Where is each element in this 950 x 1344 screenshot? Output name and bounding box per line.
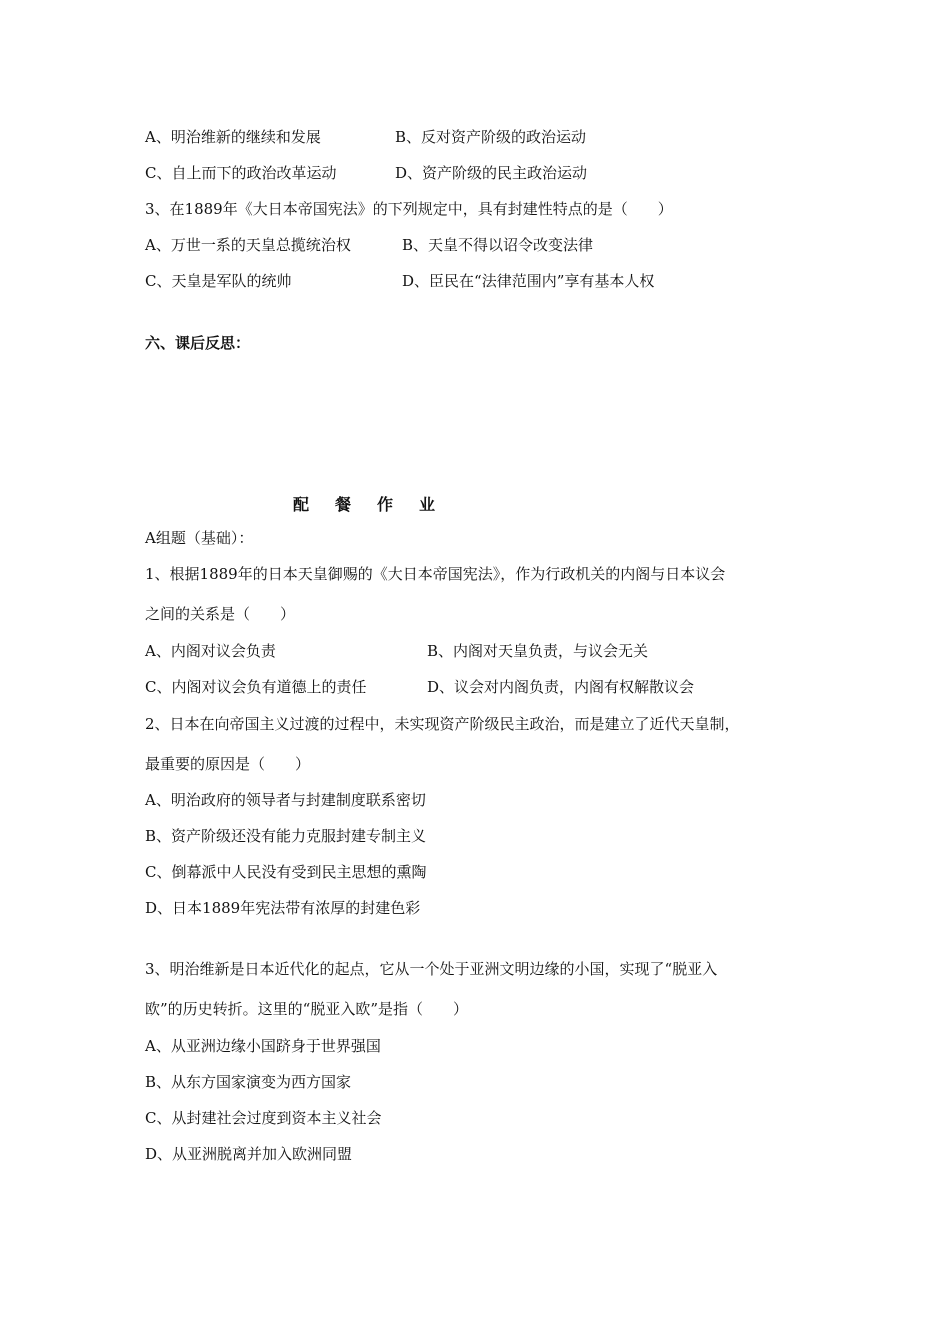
option-a-line: A、明治维新的继续和发展	[145, 128, 321, 146]
hw-question-1-option-a: A、内阁对议会负责	[145, 642, 276, 660]
homework-title	[293, 492, 461, 515]
hw-question-3-option-b: B、从东方国家演变为西方国家	[145, 1073, 352, 1091]
question-3-option-b: B、天皇不得以诏令改变法律	[402, 236, 594, 254]
hw-question-2-option-a: A、明治政府的领导者与封建制度联系密切	[145, 791, 426, 809]
option-b-line: B、反对资产阶级的政治运动	[395, 128, 587, 146]
hw-question-2-option-d: D、日本1889年宪法带有浓厚的封建色彩	[145, 899, 421, 917]
hw-question-3-line2: 欧”的历史转折。这里的“脱亚入欧”是指（ ）	[145, 1000, 469, 1018]
question-3-stem: 3、在1889年《大日本帝国宪法》的下列规定中，具有封建性特点的是（ ）	[145, 200, 673, 218]
hw-question-2-line1: 2、日本在向帝国主义过渡的过程中，未实现资产阶级民主政治，而是建立了近代天皇制，	[145, 715, 740, 733]
question-3-option-c: C、天皇是军队的统帅	[145, 272, 292, 290]
hw-question-1-option-c: C、内阁对议会负有道德上的责任	[145, 678, 367, 696]
title-char: 作	[377, 495, 394, 514]
hw-question-1-option-b: B、内阁对天皇负责，与议会无关	[427, 642, 649, 660]
hw-question-2-option-b: B、资产阶级还没有能力克服封建专制主义	[145, 827, 427, 845]
hw-question-3-option-c: C、从封建社会过度到资本主义社会	[145, 1109, 382, 1127]
hw-question-1-line2: 之间的关系是（ ）	[145, 605, 296, 623]
title-char: 餐	[335, 495, 352, 514]
hw-question-3-option-a: A、从亚洲边缘小国跻身于世界强国	[145, 1037, 381, 1055]
group-label: A组题（基础）：	[145, 529, 254, 547]
question-3-option-d: D、臣民在“法律范围内”享有基本人权	[402, 272, 655, 290]
title-char: 配	[293, 495, 310, 514]
hw-question-2-line2: 最重要的原因是（ ）	[145, 755, 311, 773]
question-3-option-a: A、万世一系的天皇总揽统治权	[145, 236, 351, 254]
reflection-heading: 六、课后反思：	[145, 334, 251, 352]
title-char: 业	[419, 495, 436, 514]
hw-question-3-option-d: D、从亚洲脱离并加入欧洲同盟	[145, 1145, 353, 1163]
hw-question-1-option-d: D、议会对内阁负责，内阁有权解散议会	[427, 678, 695, 696]
option-c-line: C、自上而下的政治改革运动	[145, 164, 337, 182]
hw-question-3-line1: 3、明治维新是日本近代化的起点，它从一个处于亚洲文明边缘的小国，实现了“脱亚入	[145, 960, 718, 978]
option-d-line: D、资产阶级的民主政治运动	[395, 164, 588, 182]
hw-question-1-line1: 1、根据1889年的日本天皇御赐的《大日本帝国宪法》，作为行政机关的内阁与日本议会	[145, 565, 726, 583]
hw-question-2-option-c: C、倒幕派中人民没有受到民主思想的熏陶	[145, 863, 427, 881]
